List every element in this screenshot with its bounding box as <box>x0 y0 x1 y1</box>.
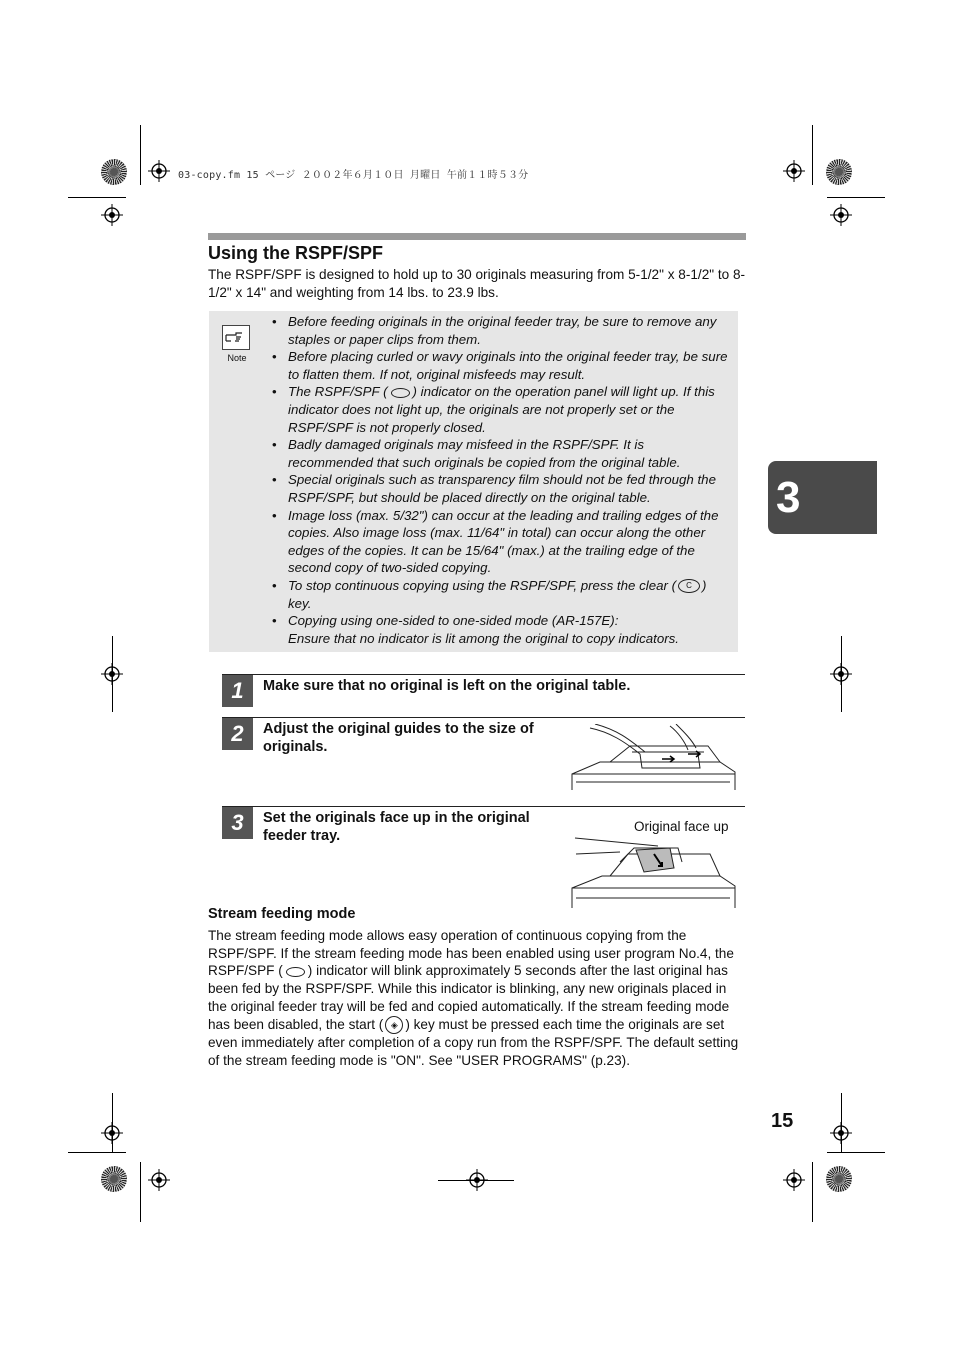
registration-mark-icon <box>148 1169 170 1191</box>
step-text: Set the originals face up in the original feeder tray. <box>263 810 530 844</box>
registration-mark-icon <box>101 204 123 226</box>
color-target-icon <box>101 1166 127 1192</box>
stream-paragraph: The stream feeding mode allows easy operation of continuous copying from the RSPF/SPF. If the stream feeding mode has been enabled using user program No.4, the RSPF/SPF ( ) indicator will blink approximately 5 seconds after the last original has been fed by the RSPF/SPF. While this indicator is blinking, any new originals placed in the original feeder tray will be fed and copied automatically. If the stream feeding mode has been disabled, the start ( ◈ ) key must be pressed each time the originals are set even immediately after completion of a copy run from the RSPF/SPF. The default setting of the stream feeding mode is "ON". See "USER PROGRAMS" (p.23). <box>208 928 739 1068</box>
list-item: • The RSPF/SPF ( ) indicator on the operation panel will light up. If this indicator does not light up, the originals are not properly set or the RSPF/SPF is not properly closed. <box>272 383 732 436</box>
illustration-caption: Original face up <box>634 819 729 834</box>
step-number: 3 <box>222 807 253 839</box>
step-text: Make sure that no original is left on the original table. <box>263 678 631 694</box>
color-target-icon <box>826 1166 852 1192</box>
registration-mark-icon <box>830 204 852 226</box>
registration-mark-icon <box>148 160 170 182</box>
original-guides-illustration <box>570 724 738 792</box>
rspf-indicator-icon <box>286 967 305 977</box>
step-number: 1 <box>222 675 253 707</box>
color-target-icon <box>826 159 852 185</box>
list-item: • Copying using one-sided to one-sided mode (AR-157E): Ensure that no indicator is lit among the original to copy indicators. <box>272 612 732 647</box>
section-rule <box>208 233 746 240</box>
page-number: 15 <box>771 1110 794 1132</box>
note-list <box>272 313 732 647</box>
pointing-hand-icon <box>222 325 250 350</box>
file-header: 03-copy.fm 15 ページ ２００２年６月１０日 月曜日 午前１１時５３分 <box>178 170 529 181</box>
chapter-tab: 3 <box>768 461 877 534</box>
list-item: • Before placing curled or wavy originals into the original feeder tray, be sure to flatten them. If not, original misfeeds may result. <box>272 348 732 383</box>
registration-mark-icon <box>783 1169 805 1191</box>
subsection-title: Stream feeding mode <box>208 906 356 922</box>
original-face-up-illustration <box>570 832 738 910</box>
list-item: • Before feeding originals in the original feeder tray, be sure to remove any staples or paper clips from them. <box>272 313 732 348</box>
note-label: Note <box>227 353 247 363</box>
intro-paragraph: The RSPF/SPF is designed to hold up to 30 originals measuring from 5-1/2" x 8-1/2" to 8-1/2" x 14" and weighting from 14 lbs. to 23.9 lbs. <box>208 267 746 300</box>
color-target-icon <box>101 159 127 185</box>
registration-mark-icon <box>783 160 805 182</box>
section-title: Using the RSPF/SPF <box>208 243 384 263</box>
list-item: • Image loss (max. 5/32") can occur at the leading and trailing edges of the copies. Also image loss (max. 11/64" in total) can occur along the other edges of the copies. It can be 15/64" (max.) at the trailing edge of the second copy of two-sided copying. <box>272 507 732 577</box>
step-rule <box>222 717 745 718</box>
list-item: • Special originals such as transparency film should not be fed through the RSPF/SPF, but should be placed directly on the original table. <box>272 471 732 506</box>
rspf-indicator-icon <box>391 388 410 398</box>
step-rule <box>222 806 745 807</box>
step-number: 2 <box>222 718 253 750</box>
list-item: • To stop continuous copying using the RSPF/SPF, press the clear ( C ) key. <box>272 577 732 612</box>
step-text: Adjust the original guides to the size of originals. <box>263 721 534 755</box>
clear-key-icon: C <box>678 579 700 593</box>
list-item: • Badly damaged originals may misfeed in the RSPF/SPF. It is recommended that such originals be copied from the original table. <box>272 436 732 471</box>
step-rule <box>222 674 745 675</box>
start-key-icon: ◈ <box>385 1016 403 1034</box>
